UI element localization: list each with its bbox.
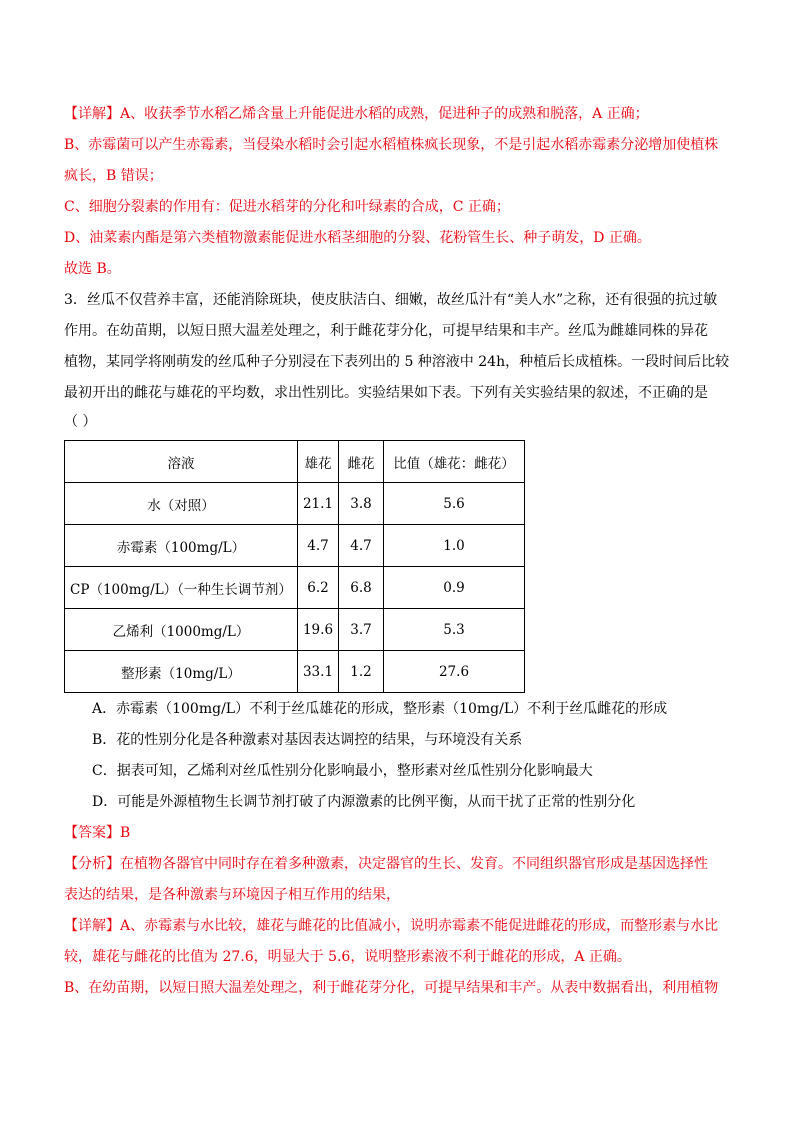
table-cell: 6.2 <box>298 567 339 609</box>
table-cell: 整形素（10mg/L） <box>65 651 298 693</box>
table-cell: 5.3 <box>384 609 525 651</box>
table-cell: 6.8 <box>339 567 384 609</box>
table-row <box>65 483 525 525</box>
table-row <box>65 525 525 567</box>
table-cell: 3.8 <box>339 483 384 525</box>
explanation-line: C、细胞分裂素的作用有：促进水稻芽的分化和叶绿素的合成，C 正确； <box>64 199 510 215</box>
table-cell: 乙烯利（1000mg/L） <box>65 609 298 651</box>
table-cell: 21.1 <box>298 483 339 525</box>
analysis-line: 表达的结果，是各种激素与环境因子相互作用的结果， <box>64 887 400 903</box>
table-cell: 5.6 <box>384 483 525 525</box>
table-header-cell: 雄花 <box>298 441 339 483</box>
option-b: B．花的性别分化是各种激素对基因表达调控的结果，与环境没有关系 <box>92 732 523 748</box>
question-stem-line: 植物，某同学将刚萌发的丝瓜种子分别浸在下表列出的 5 种溶液中 24h，种植后长成植株。一段时间后比较 <box>64 354 730 370</box>
explanation-line: B、赤霉菌可以产生赤霉素，当侵染水稻时会引起水稻植株疯长现象，不是引起水稻赤霉素分泌增加使植株 <box>64 137 719 153</box>
option-a: A．赤霉素（100mg/L）不利于丝瓜雄花的形成，整形素（10mg/L）不利于丝瓜雌花的形成 <box>92 701 668 717</box>
option-d: D．可能是外源植物生长调节剂打破了内源激素的比例平衡，从而干扰了正常的性别分化 <box>92 794 636 810</box>
table-header-cell: 比值（雄花：雌花） <box>384 441 525 483</box>
question-stem-line: 最初开出的雌花与雄花的平均数，求出性别比。实验结果如下表。下列有关实验结果的叙述，不正确的是 <box>64 385 708 401</box>
table-cell: 3.7 <box>339 609 384 651</box>
table-cell: 4.7 <box>298 525 339 567</box>
table-cell: 0.9 <box>384 567 525 609</box>
table-header-cell: 溶液 <box>65 441 298 483</box>
table-cell: 水（对照） <box>65 483 298 525</box>
analysis-line: 【分析】在植物各器官中同时存在着多种激素，决定器官的生长、发育。不同组织器官形成是基因选择性 <box>64 856 708 872</box>
experiment-table <box>64 440 525 693</box>
table-row <box>65 567 525 609</box>
table-header-cell: 雌花 <box>339 441 384 483</box>
table-header-row <box>65 441 525 483</box>
answer-line: 【答案】B <box>64 825 131 841</box>
table-cell: 27.6 <box>384 651 525 693</box>
explanation-line: 较，雄花与雌花的比值为 27.6，明显大于 5.6，说明整形素液不利于雌花的形成，A 正确。 <box>64 949 631 965</box>
table-cell: CP（100mg/L）（一种生长调节剂） <box>65 567 298 609</box>
table-row <box>65 651 525 693</box>
table-cell: 赤霉素（100mg/L） <box>65 525 298 567</box>
explanation-line: D、油菜素内酯是第六类植物激素能促进水稻茎细胞的分裂、花粉管生长、种子萌发，D 正确。 <box>64 230 651 246</box>
question-stem-line: 作用。在幼苗期，以短日照大温差处理之，利于雌花芽分化，可提早结果和丰产。丝瓜为雌雄同株的异花 <box>64 323 708 339</box>
question-stem-line: 3．丝瓜不仅营养丰富，还能消除斑块，使皮肤洁白、细嫩，故丝瓜汁有“美人水”之称，还有很强的抗过敏 <box>64 292 718 308</box>
table-row <box>65 609 525 651</box>
conclusion-line: 故选 B。 <box>64 261 121 277</box>
table-cell: 19.6 <box>298 609 339 651</box>
table-cell: 1.2 <box>339 651 384 693</box>
option-c: C．据表可知，乙烯利对丝瓜性别分化影响最小，整形素对丝瓜性别分化影响最大 <box>92 763 593 779</box>
answer-bracket: （ ） <box>64 414 97 430</box>
table-cell: 1.0 <box>384 525 525 567</box>
table-cell: 33.1 <box>298 651 339 693</box>
explanation-line: B、在幼苗期，以短日照大温差处理之，利于雌花芽分化，可提早结果和丰产。从表中数据看出，利用植物 <box>64 980 719 996</box>
table-cell: 4.7 <box>339 525 384 567</box>
explanation-line: 疯长，B 错误； <box>64 168 163 184</box>
explanation-line: 【详解】A、赤霉素与水比较，雄花与雌花的比值减小，说明赤霉素不能促进雌花的形成，而整形素与水比 <box>64 918 719 934</box>
explanation-line: 【详解】A、收获季节水稻乙烯含量上升能促进水稻的成熟，促进种子的成熟和脱落，A 正确； <box>64 106 649 122</box>
